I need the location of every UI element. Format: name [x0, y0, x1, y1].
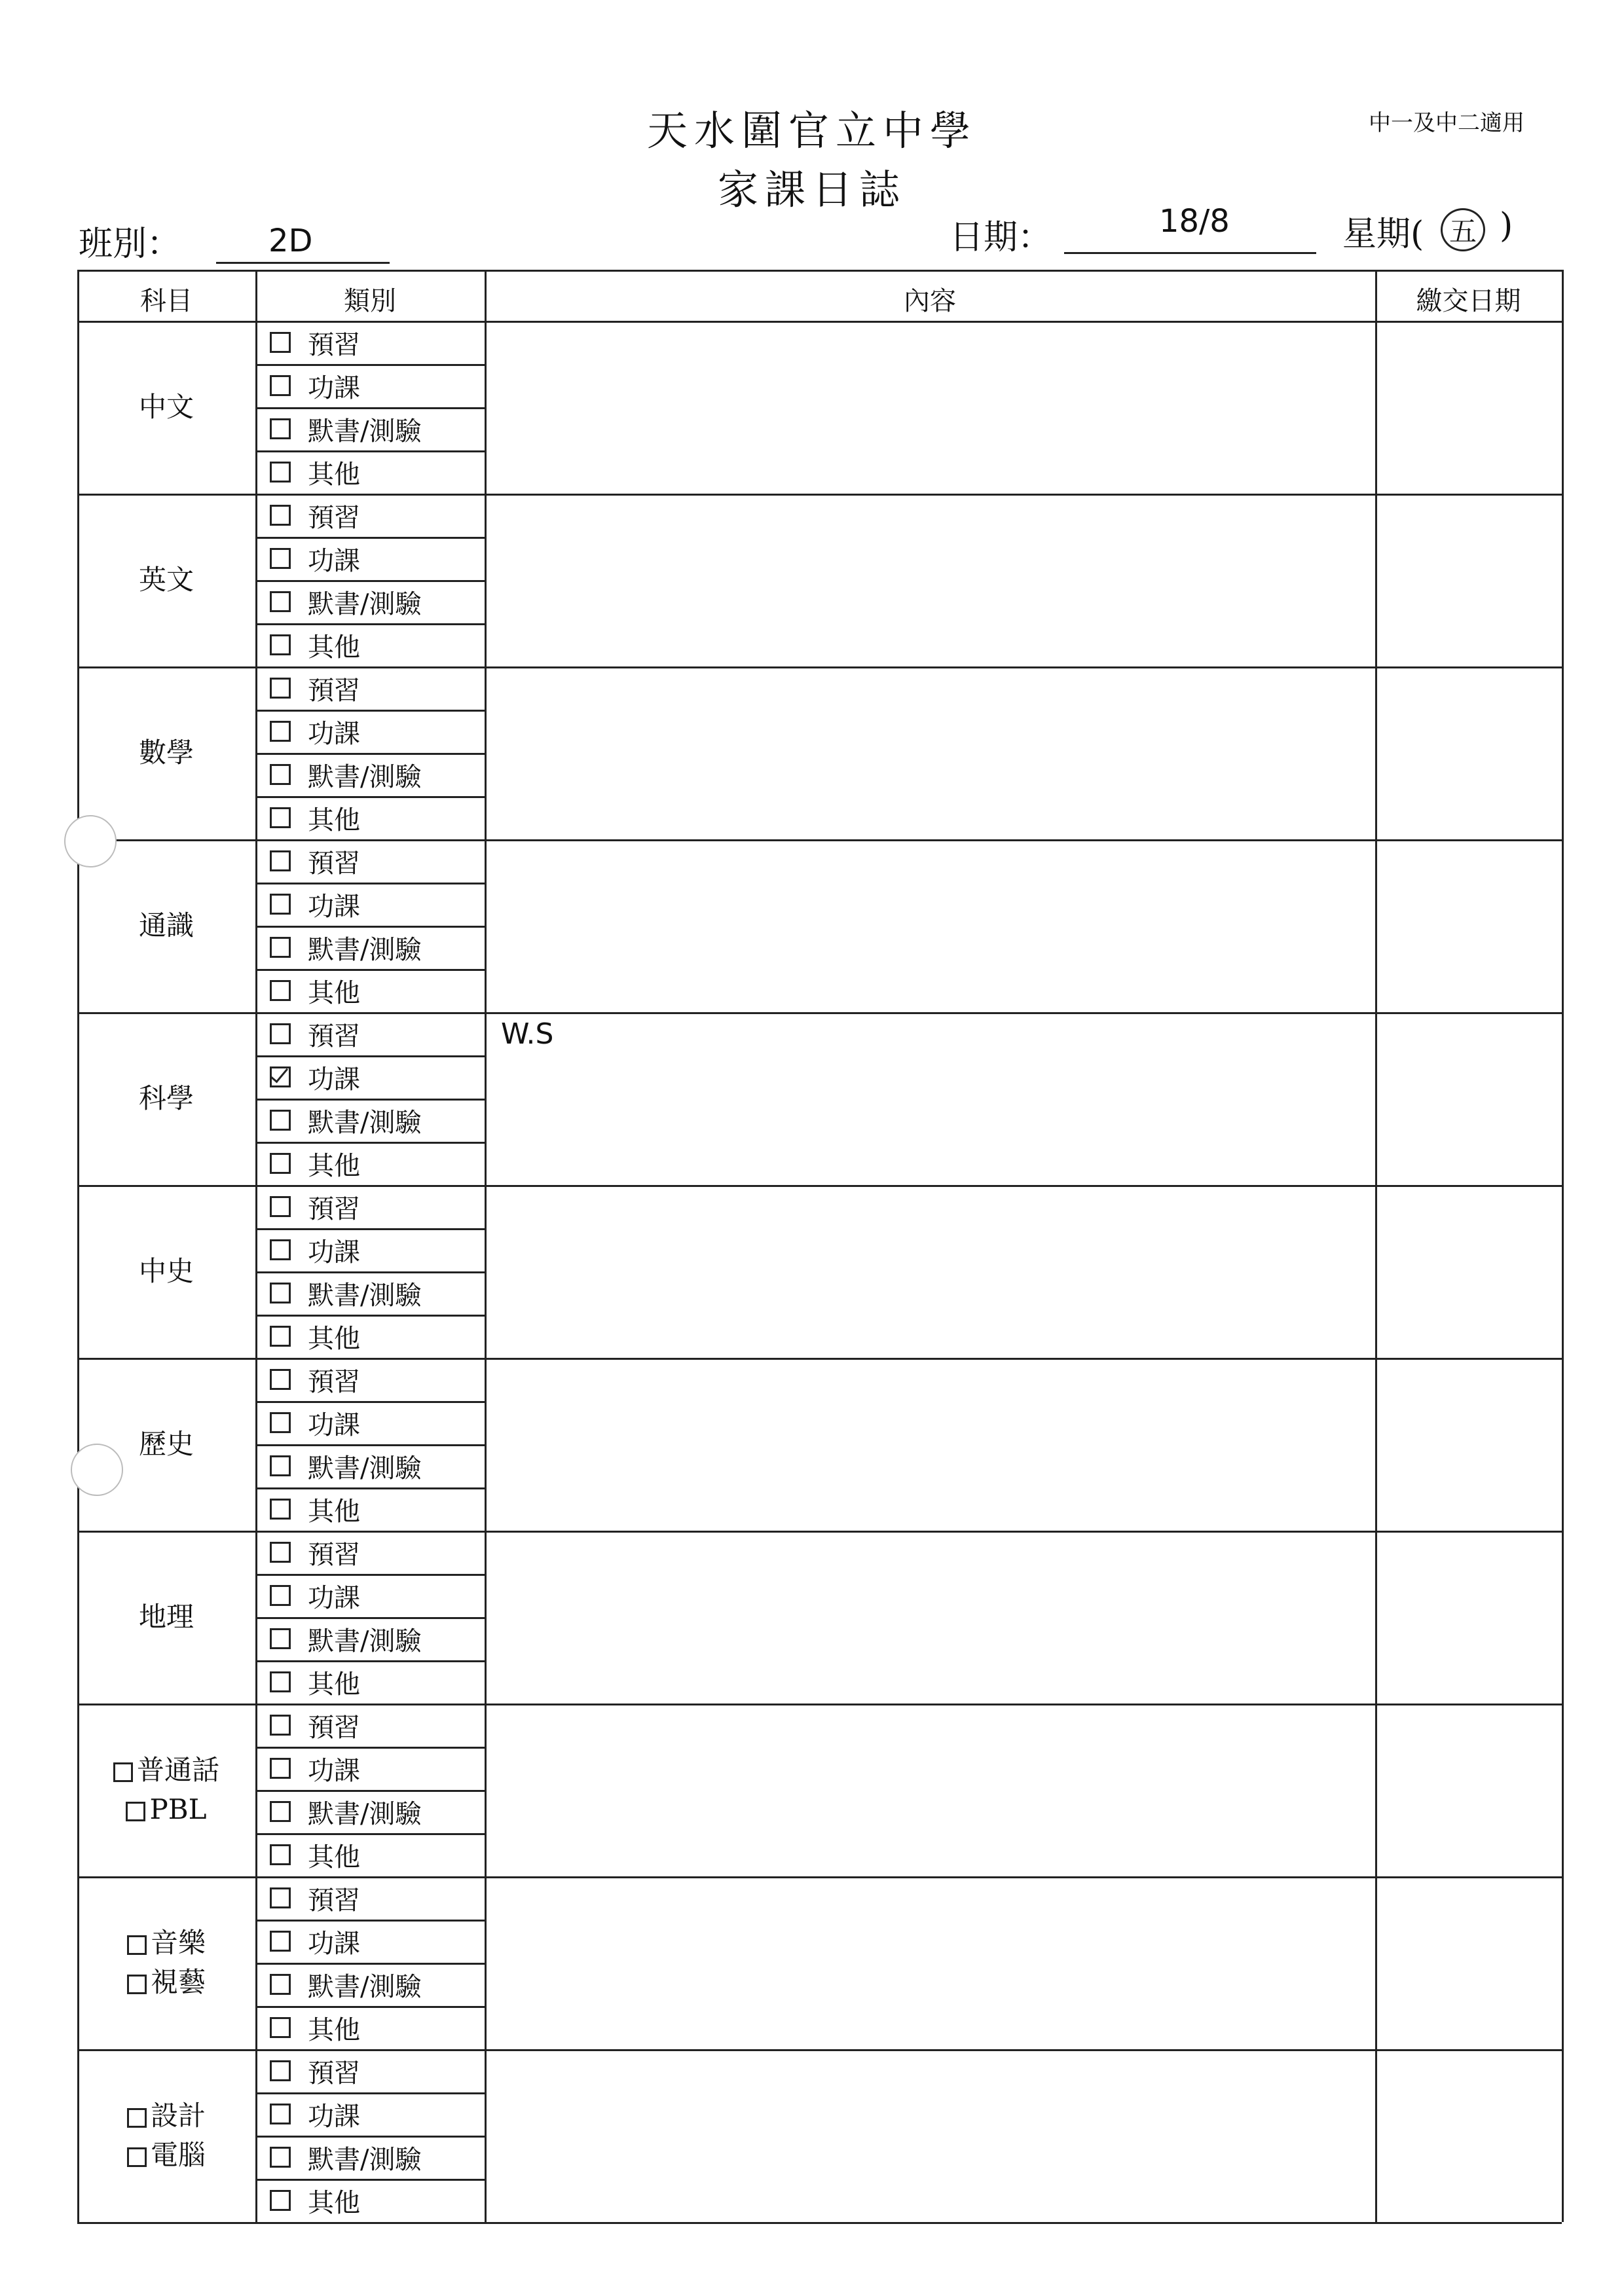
- category-checkbox[interactable]: [270, 634, 291, 655]
- category-label: 功課: [308, 373, 360, 403]
- category-option[interactable]: [270, 1531, 360, 1574]
- school-name: 天水圍官立中學: [646, 107, 977, 155]
- category-option[interactable]: [270, 580, 421, 623]
- category-label: 功課: [308, 1064, 360, 1095]
- category-option[interactable]: [270, 1920, 360, 1963]
- category-label: 默書/測驗: [308, 2144, 422, 2175]
- table-bottom-border: [77, 2222, 1562, 2224]
- punch-hole: [64, 815, 117, 867]
- category-option[interactable]: [270, 1704, 360, 1747]
- category-option[interactable]: [270, 450, 360, 494]
- category-label: 預習: [308, 1366, 360, 1397]
- category-checkbox[interactable]: [270, 850, 291, 871]
- category-checkbox[interactable]: [270, 764, 291, 785]
- category-label: 默書/測驗: [308, 1280, 422, 1311]
- column-header: 科目: [140, 286, 193, 316]
- category-option[interactable]: [270, 1444, 421, 1487]
- category-option[interactable]: [270, 2006, 360, 2049]
- category-label: 預習: [308, 675, 360, 706]
- category-label: 默書/測驗: [308, 589, 422, 619]
- category-checkbox[interactable]: [270, 332, 291, 353]
- category-label: 其他: [308, 2187, 360, 2218]
- subject-name: 科學: [138, 1082, 194, 1114]
- category-checkbox[interactable]: [270, 1758, 291, 1779]
- category-option[interactable]: [270, 1790, 421, 1833]
- column-header: 類別: [344, 286, 396, 316]
- subject-cell: [77, 2096, 255, 2175]
- category-label: 默書/測驗: [308, 761, 422, 792]
- subject-cell: [77, 560, 255, 600]
- category-option[interactable]: [270, 926, 421, 969]
- category-checkbox[interactable]: [270, 1153, 291, 1174]
- category-label: 功課: [308, 1237, 360, 1267]
- category-checkbox[interactable]: [270, 1239, 291, 1260]
- subject-cell: [77, 906, 255, 945]
- column-header: 內容: [904, 286, 956, 316]
- category-label: 功課: [308, 1410, 360, 1440]
- table-column-line-2: [485, 270, 487, 2222]
- category-checkbox[interactable]: [270, 678, 291, 699]
- category-option[interactable]: [270, 1747, 360, 1790]
- subject-checkbox[interactable]: [113, 1762, 133, 1782]
- category-label: 預習: [308, 1712, 360, 1743]
- category-label: 預習: [308, 848, 360, 879]
- category-option[interactable]: [270, 1574, 360, 1617]
- subject-cell: [77, 1597, 255, 1637]
- subject-name: 視藝: [150, 1966, 206, 1998]
- category-label: 其他: [308, 1323, 360, 1354]
- category-option[interactable]: [270, 1876, 360, 1920]
- subject-checkbox[interactable]: [127, 1935, 147, 1955]
- category-checkbox[interactable]: [270, 807, 291, 828]
- category-checkbox[interactable]: [270, 1412, 291, 1433]
- category-checkbox[interactable]: [270, 1715, 291, 1736]
- subject-checkbox[interactable]: [127, 2147, 147, 2167]
- category-checkbox[interactable]: [270, 1196, 291, 1217]
- category-checkbox[interactable]: [270, 548, 291, 569]
- category-label: 功課: [308, 718, 360, 749]
- category-checkbox[interactable]: [270, 1628, 291, 1649]
- category-option[interactable]: [270, 753, 421, 796]
- subject-name: 中史: [138, 1255, 194, 1287]
- category-checkbox[interactable]: [270, 1369, 291, 1390]
- category-option[interactable]: [270, 1660, 360, 1704]
- category-checkbox[interactable]: [270, 1326, 291, 1347]
- category-option[interactable]: [270, 883, 360, 926]
- category-option[interactable]: [270, 321, 360, 364]
- category-checkbox[interactable]: [270, 1844, 291, 1865]
- date-label: 日期：: [950, 218, 1052, 257]
- category-checkbox[interactable]: [270, 1455, 291, 1476]
- category-label: 其他: [308, 977, 360, 1008]
- category-label: 默書/測驗: [308, 1107, 422, 1138]
- category-option[interactable]: [270, 1012, 360, 1055]
- category-checkbox[interactable]: [270, 2104, 291, 2124]
- class-label: 班別：: [79, 225, 181, 264]
- weekday-value: 五: [1441, 208, 1485, 251]
- category-option[interactable]: [270, 407, 421, 450]
- subject-name: 設計: [150, 2100, 206, 2132]
- category-label: 預習: [308, 329, 360, 360]
- category-label: 預習: [308, 1539, 360, 1570]
- category-checkbox[interactable]: [270, 2147, 291, 2168]
- category-option[interactable]: [270, 1833, 360, 1876]
- category-label: 功課: [308, 891, 360, 922]
- category-label: 預習: [308, 2058, 360, 2088]
- category-checkbox[interactable]: [270, 894, 291, 915]
- table-column-line-3: [1375, 270, 1377, 2222]
- category-checkbox[interactable]: [270, 1931, 291, 1952]
- category-label: 默書/測驗: [308, 934, 422, 965]
- category-option[interactable]: [270, 796, 360, 839]
- category-label: 預習: [308, 1885, 360, 1916]
- category-checkbox[interactable]: [270, 1671, 291, 1692]
- category-checkbox[interactable]: [270, 462, 291, 483]
- category-checkbox[interactable]: [270, 375, 291, 396]
- category-checkbox[interactable]: [270, 1110, 291, 1131]
- category-option[interactable]: [270, 1401, 360, 1444]
- table-column-line-4: [1562, 270, 1564, 2222]
- date-underline: [1064, 252, 1316, 254]
- category-checkbox[interactable]: [270, 721, 291, 742]
- subject-cell: [77, 1751, 255, 1829]
- category-option[interactable]: [270, 1142, 360, 1185]
- category-label: 功課: [308, 545, 360, 576]
- category-option[interactable]: [270, 1185, 360, 1228]
- subject-name: 電腦: [150, 2139, 206, 2171]
- category-option[interactable]: [270, 364, 360, 407]
- category-label: 其他: [308, 459, 360, 490]
- category-checkbox[interactable]: [270, 1542, 291, 1563]
- subject-name: 普通話: [136, 1754, 219, 1786]
- subject-name: 中文: [138, 391, 194, 423]
- subject-name: 英文: [138, 564, 194, 596]
- subject-name: 音樂: [150, 1927, 206, 1959]
- category-label: 默書/測驗: [308, 1626, 422, 1656]
- category-option[interactable]: [270, 1315, 360, 1358]
- category-option[interactable]: [270, 1963, 421, 2006]
- category-label: 其他: [308, 1669, 360, 1700]
- subject-checkbox[interactable]: [126, 1802, 145, 1821]
- subject-name: 通識: [138, 909, 194, 941]
- category-checkbox[interactable]: [270, 1023, 291, 1044]
- table-column-line-1: [255, 270, 257, 2222]
- category-option[interactable]: [270, 710, 360, 753]
- category-checkbox[interactable]: [270, 1585, 291, 1606]
- category-option[interactable]: [270, 1617, 421, 1660]
- category-label: 其他: [308, 1842, 360, 1872]
- category-checkbox[interactable]: [270, 505, 291, 526]
- category-checkbox[interactable]: [270, 1801, 291, 1822]
- subject-checkbox[interactable]: [127, 1975, 147, 1994]
- category-label: 默書/測驗: [308, 416, 422, 446]
- class-underline: [216, 262, 390, 264]
- column-header: 繳交日期: [1416, 286, 1521, 316]
- subject-cell: [77, 733, 255, 773]
- subject-name: 歷史: [138, 1428, 194, 1460]
- category-option[interactable]: [270, 494, 360, 537]
- category-option[interactable]: [270, 1358, 360, 1401]
- category-checkbox[interactable]: [270, 2060, 291, 2081]
- category-checkbox[interactable]: [270, 1066, 291, 1087]
- category-option[interactable]: [270, 623, 360, 666]
- category-label: 其他: [308, 632, 360, 663]
- category-option[interactable]: [270, 2092, 360, 2136]
- weekday-label: 星期(: [1342, 215, 1424, 254]
- category-option[interactable]: [270, 1055, 360, 1099]
- category-label: 默書/測驗: [308, 1798, 422, 1829]
- subject-cell: [77, 1252, 255, 1291]
- category-label: 默書/測驗: [308, 1971, 422, 2002]
- category-label: 其他: [308, 2014, 360, 2045]
- category-option[interactable]: [270, 2049, 360, 2092]
- category-checkbox[interactable]: [270, 980, 291, 1001]
- category-label: 預習: [308, 502, 360, 533]
- category-checkbox[interactable]: [270, 418, 291, 439]
- category-label: 功課: [308, 2101, 360, 2132]
- category-label: 功課: [308, 1582, 360, 1613]
- category-label: 默書/測驗: [308, 1453, 422, 1484]
- category-label: 其他: [308, 805, 360, 835]
- date-value: 18/8: [1159, 203, 1230, 240]
- category-option[interactable]: [270, 666, 360, 710]
- category-checkbox[interactable]: [270, 937, 291, 958]
- category-option[interactable]: [270, 969, 360, 1012]
- category-option[interactable]: [270, 1099, 421, 1142]
- class-value: 2D: [268, 223, 313, 259]
- category-label: 功課: [308, 1928, 360, 1959]
- punch-hole: [71, 1444, 123, 1496]
- category-checkbox[interactable]: [270, 1974, 291, 1995]
- category-label: 預習: [308, 1021, 360, 1051]
- applicability-note: 中一及中二適用: [1369, 110, 1524, 136]
- category-label: 其他: [308, 1496, 360, 1527]
- category-option[interactable]: [270, 2136, 421, 2179]
- category-label: 預習: [308, 1194, 360, 1224]
- subject-cell: [77, 1079, 255, 1118]
- category-checkbox[interactable]: [270, 591, 291, 612]
- table-top-border: [77, 270, 1562, 272]
- category-checkbox[interactable]: [270, 2017, 291, 2038]
- category-label: 其他: [308, 1150, 360, 1181]
- subject-cell: [77, 388, 255, 427]
- category-checkbox[interactable]: [270, 2190, 291, 2211]
- form-title: 家課日誌: [717, 166, 906, 213]
- subject-name: 地理: [138, 1601, 194, 1633]
- category-option[interactable]: [270, 1271, 421, 1315]
- category-option[interactable]: [270, 537, 360, 580]
- category-option[interactable]: [270, 839, 360, 883]
- category-option[interactable]: [270, 1228, 360, 1271]
- subject-cell: [77, 1923, 255, 2002]
- category-checkbox[interactable]: [270, 1499, 291, 1520]
- category-option[interactable]: [270, 2179, 360, 2222]
- subject-name: PBL: [149, 1793, 207, 1825]
- category-label: 功課: [308, 1755, 360, 1786]
- category-checkbox[interactable]: [270, 1887, 291, 1908]
- subject-checkbox[interactable]: [127, 2108, 147, 2128]
- subject-name: 數學: [138, 737, 194, 769]
- weekday-close: ): [1500, 206, 1513, 246]
- homework-content: W.S: [501, 1017, 554, 1051]
- category-checkbox[interactable]: [270, 1283, 291, 1303]
- category-option[interactable]: [270, 1487, 360, 1531]
